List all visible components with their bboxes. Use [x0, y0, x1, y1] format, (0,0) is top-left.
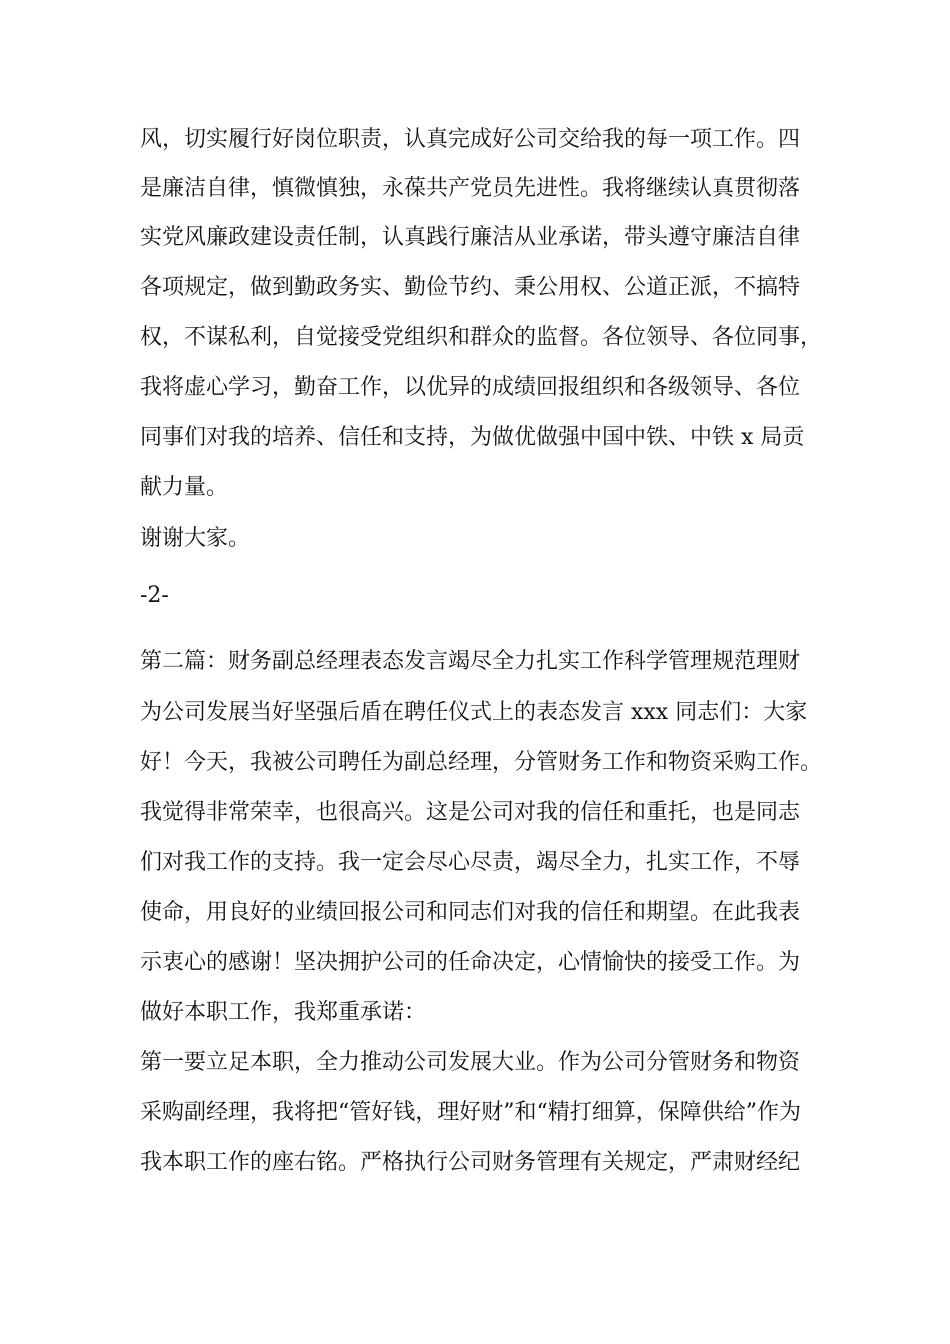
- paragraph-line: 好！今天，我被公司聘任为副总经理，分管财务工作和物资采购工作。: [140, 750, 823, 775]
- paragraph-line: 献力量。: [140, 475, 229, 500]
- paragraph-line: 为公司发展当好坚强后盾在聘任仪式上的表态发言 xxx 同志们：大家: [140, 700, 808, 725]
- paragraph-line: 第二篇：财务副总经理表态发言竭尽全力扎实工作科学管理规范理财: [140, 649, 801, 674]
- paragraph-line: 做好本职工作，我郑重承诺：: [140, 1000, 427, 1025]
- paragraph-line: 第一要立足本职，全力推动公司发展大业。作为公司分管财务和物资: [140, 1050, 801, 1075]
- paragraph-line: 实党风廉政建设责任制，认真践行廉洁从业承诺，带头遵守廉洁自律: [140, 225, 801, 250]
- closing-line: 谢谢大家。: [140, 526, 251, 551]
- paragraph-line: 各项规定，做到勤政务实、勤俭节约、秉公用权、公道正派，不搞特: [140, 275, 801, 300]
- paragraph-line: 我觉得非常荣幸，也很高兴。这是公司对我的信任和重托，也是同志: [140, 800, 801, 825]
- page-number: -2-: [140, 583, 169, 608]
- paragraph-line: 我本职工作的座右铭。严格执行公司财务管理有关规定，严肃财经纪: [140, 1150, 801, 1175]
- paragraph-line: 我将虚心学习，勤奋工作，以优异的成绩回报组织和各级领导、各位: [140, 375, 801, 400]
- paragraph-line: 们对我工作的支持。我一定会尽心尽责，竭尽全力，扎实工作，不辱: [140, 850, 801, 875]
- paragraph-line: 采购副经理，我将把“管好钱，理好财”和“精打细算，保障供给”作为: [140, 1100, 801, 1125]
- paragraph-line: 同事们对我的培养、信任和支持，为做优做强中国中铁、中铁 x 局贡: [140, 425, 805, 450]
- paragraph-line: 是廉洁自律，慎微慎独，永葆共产党员先进性。我将继续认真贯彻落: [140, 176, 801, 201]
- paragraph-line: 权，不谋私利，自觉接受党组织和群众的监督。各位领导、各位同事，: [140, 325, 823, 350]
- paragraph-line: 示衷心的感谢！坚决拥护公司的任命决定，心情愉快的接受工作。为: [140, 950, 801, 975]
- paragraph-line: 使命，用良好的业绩回报公司和同志们对我的信任和期望。在此我表: [140, 900, 801, 925]
- paragraph-line: 风，切实履行好岗位职责，认真完成好公司交给我的每一项工作。四: [140, 127, 801, 152]
